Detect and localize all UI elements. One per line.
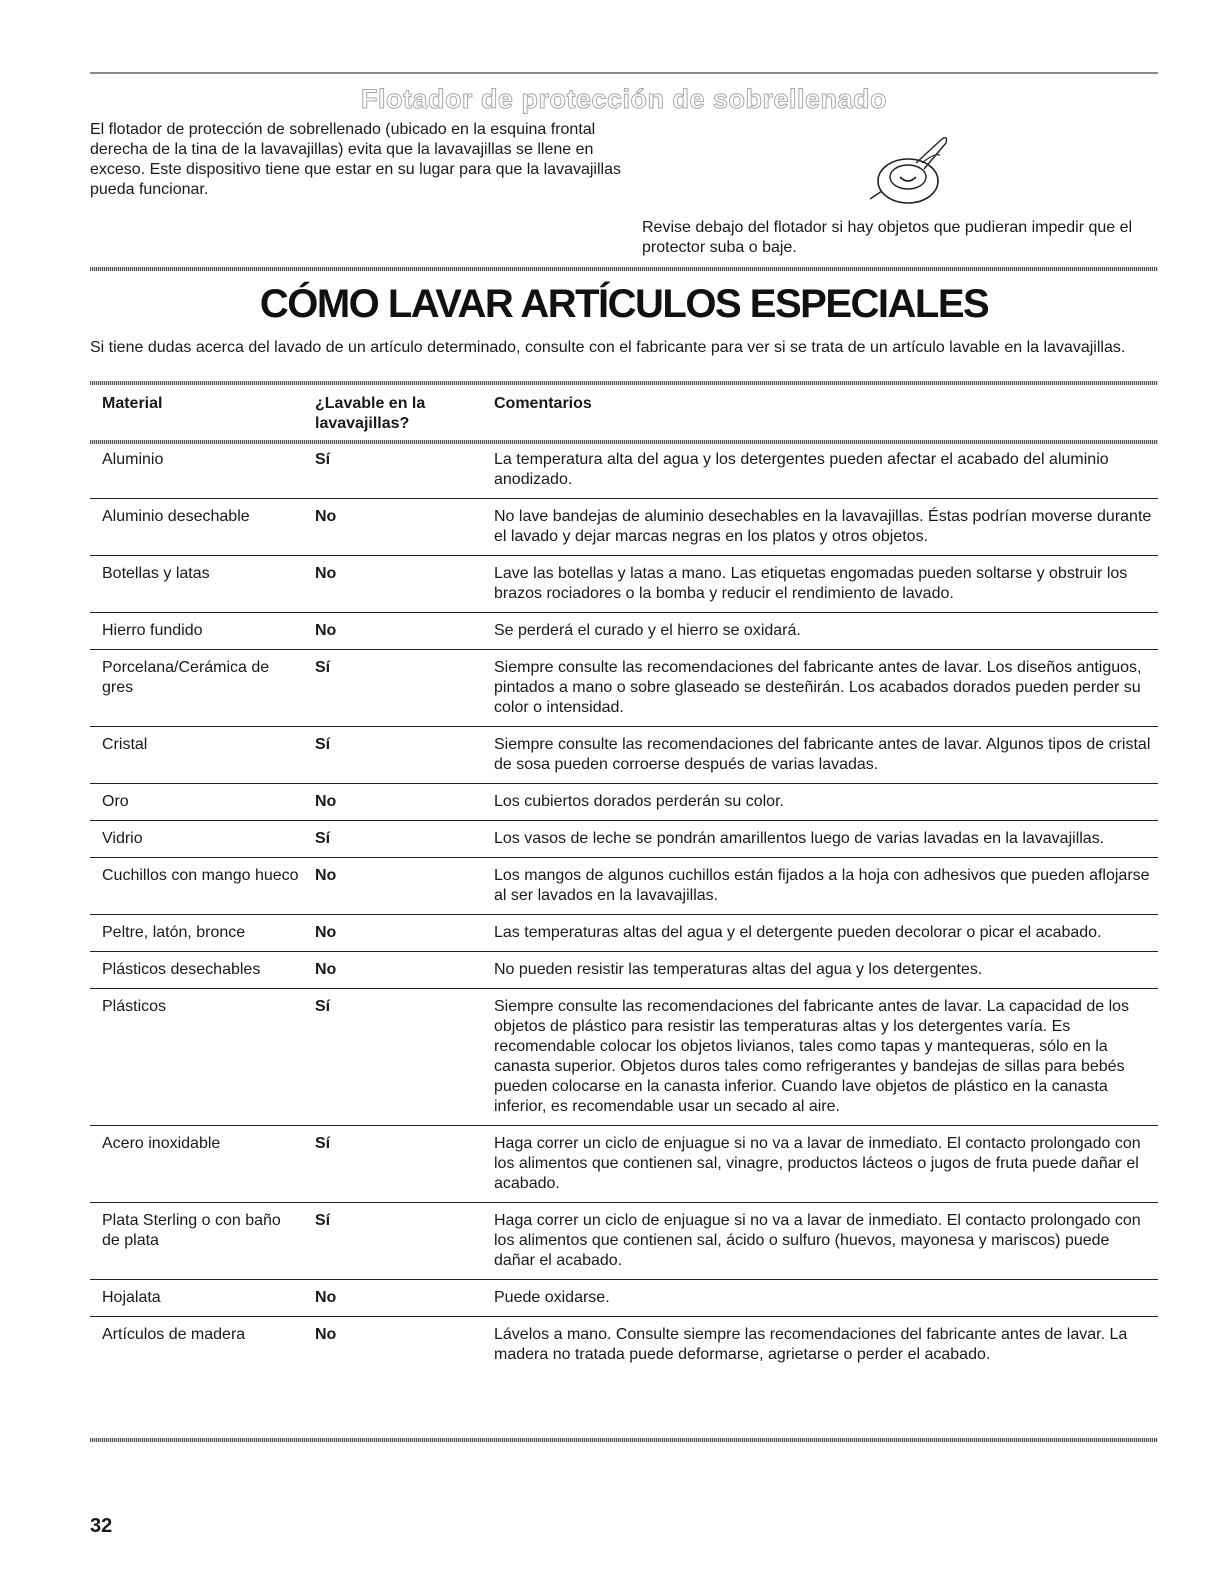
cell-material: Oro <box>102 793 129 810</box>
cell-washable: Sí <box>315 830 331 847</box>
hatched-divider <box>90 440 1158 444</box>
cell-comments: Siempre consulte las recomendaciones del fabricante antes de lavar. Algunos tipos de cristal de sosa pueden corroerse después de varias lavadas. <box>494 736 1151 773</box>
cell-comments: Las temperaturas altas del agua y el detergente pueden decolorar o picar el acabado. <box>494 924 1102 941</box>
cell-material: Artículos de madera <box>102 1326 246 1343</box>
cell-comments: Los vasos de leche se pondrán amarillentos luego de varias lavadas en la lavavajillas. <box>494 830 1105 847</box>
cell-washable: Sí <box>315 736 331 753</box>
table-row <box>90 450 1158 499</box>
cell-material: Vidrio <box>102 830 143 847</box>
cell-material: Plásticos <box>102 998 167 1015</box>
header-material: Material <box>102 395 163 412</box>
cell-washable: No <box>315 867 337 884</box>
hatched-divider <box>90 267 1158 271</box>
cell-material: Botellas y latas <box>102 565 210 582</box>
table-row <box>90 735 1158 784</box>
cell-material: Plásticos desechables <box>102 961 261 978</box>
cell-washable: Sí <box>315 1135 331 1152</box>
cell-comments: La temperatura alta del agua y los detergentes pueden afectar el acabado del aluminio anodizado. <box>494 451 1109 488</box>
table-row <box>90 997 1158 1126</box>
cell-comments: No lave bandejas de aluminio desechables en la lavavajillas. Éstas podrían moverse durante el lavado y dejar marcas negras en los platos y otros objetos. <box>494 508 1152 545</box>
cell-material: Cuchillos con mango hueco <box>102 867 299 884</box>
top-rule <box>90 72 1158 74</box>
float-description: El flotador de protección de sobrellenado (ubicado en la esquina frontal derecha de la tina de la lavavajillas) evita que la lavavajillas se llene en exceso. Este dispositivo tiene que estar en su lugar para que la lavavajillas pueda funcionar. <box>90 121 621 198</box>
table-row <box>90 1211 1158 1280</box>
cell-comments: Se perderá el curado y el hierro se oxidará. <box>494 622 801 639</box>
cell-comments: Haga correr un ciclo de enjuague si no va a lavar de inmediato. El contacto prolongado con los alimentos que contienen sal, vinagre, productos lácteos o jugos de fruta puede dañar el acabado. <box>494 1135 1141 1192</box>
table-row <box>90 866 1158 915</box>
section-title-float: Flotador de protección de sobrellenado <box>360 84 888 114</box>
cell-comments: Siempre consulte las recomendaciones del fabricante antes de lavar. Los diseños antiguos, pintados a mano o sobre glaseado se desteñirán. Los acabados dorados pueden perder su color o intensidad. <box>494 659 1142 716</box>
cell-washable: Sí <box>315 659 331 676</box>
table-row <box>90 792 1158 821</box>
cell-material: Plata Sterling o con baño de plata <box>102 1212 281 1249</box>
cell-washable: No <box>315 622 337 639</box>
cell-washable: Sí <box>315 998 331 1015</box>
cell-washable: No <box>315 565 337 582</box>
cell-material: Hojalata <box>102 1289 161 1306</box>
cell-material: Peltre, latón, bronce <box>102 924 246 941</box>
cell-comments: Siempre consulte las recomendaciones del fabricante antes de lavar. La capacidad de los objetos de plástico para resistir las temperaturas altas y los detergentes varía. Es recomendable colocar los objetos livianos, tales como tapas y mantequeras, sólo en la canasta superior. Objetos duros tales como refrigerantes y bandejas de sillas para bebés pueden colocarse en la canasta inferior. Cuando lave objetos de plástico en la canasta inferior, es recomendable usar un secado al aire. <box>494 998 1130 1115</box>
table-row <box>90 1288 1158 1317</box>
cell-comments: Lávelos a mano. Consulte siempre las recomendaciones del fabricante antes de lavar. La madera no tratada puede deformarse, agrietarse o perder el acabado. <box>494 1326 1128 1363</box>
cell-washable: No <box>315 1289 337 1306</box>
cell-comments: Puede oxidarse. <box>494 1289 610 1306</box>
cell-comments: Los mangos de algunos cuchillos están fijados a la hoja con adhesivos que pueden aflojarse al ser lavados en la lavavajillas. <box>494 867 1150 904</box>
cell-washable: No <box>315 924 337 941</box>
cell-material: Aluminio <box>102 451 164 468</box>
cell-washable: No <box>315 961 337 978</box>
cell-washable: No <box>315 1326 337 1343</box>
table-row <box>90 658 1158 727</box>
table-row <box>90 621 1158 650</box>
cell-washable: Sí <box>315 1212 331 1229</box>
cell-washable: No <box>315 793 337 810</box>
table-row <box>90 829 1158 858</box>
header-comments: Comentarios <box>494 395 592 412</box>
cell-comments: Los cubiertos dorados perderán su color. <box>494 793 784 810</box>
cell-material: Acero inoxidable <box>102 1135 221 1152</box>
hatched-divider <box>90 1438 1158 1442</box>
page-number: 32 <box>90 1515 113 1537</box>
cell-comments: Lave las botellas y latas a mano. Las etiquetas engomadas pueden soltarse y obstruir los brazos rociadores o la bomba y reducir el rendimiento de lavado. <box>494 565 1128 602</box>
intro-text: Si tiene dudas acerca del lavado de un artículo determinado, consulte con el fabricante para ver si se trata de un artículo lavable en la lavavajillas. <box>90 339 1126 356</box>
header-washable: ¿Lavable en la lavavajillas? <box>315 395 426 432</box>
cell-comments: Haga correr un ciclo de enjuague si no va a lavar de inmediato. El contacto prolongado con los alimentos que contienen sal, ácido o sulfuro (huevos, mayonesa y mariscos) puede dañar el acabado. <box>494 1212 1141 1269</box>
cell-material: Porcelana/Cerámica de gres <box>102 659 270 696</box>
float-caption: Revise debajo del flotador si hay objetos que pudieran impedir que el protector suba o baje. <box>642 219 1133 256</box>
table-row <box>90 1325 1158 1373</box>
cell-comments: No pueden resistir las temperaturas altas del agua y los detergentes. <box>494 961 983 978</box>
cell-material: Hierro fundido <box>102 622 203 639</box>
cell-material: Aluminio desechable <box>102 508 250 525</box>
table-row <box>90 507 1158 556</box>
cell-material: Cristal <box>102 736 148 753</box>
cell-washable: No <box>315 508 337 525</box>
table-row <box>90 960 1158 989</box>
page-title: CÓMO LAVAR ARTÍCULOS ESPECIALES <box>259 282 989 326</box>
hatched-divider <box>90 381 1158 385</box>
table-row <box>90 1134 1158 1203</box>
table-row <box>90 923 1158 952</box>
overfill-float-icon <box>868 133 960 215</box>
table-row <box>90 564 1158 613</box>
cell-washable: Sí <box>315 451 331 468</box>
special-items-table <box>90 450 1158 1381</box>
